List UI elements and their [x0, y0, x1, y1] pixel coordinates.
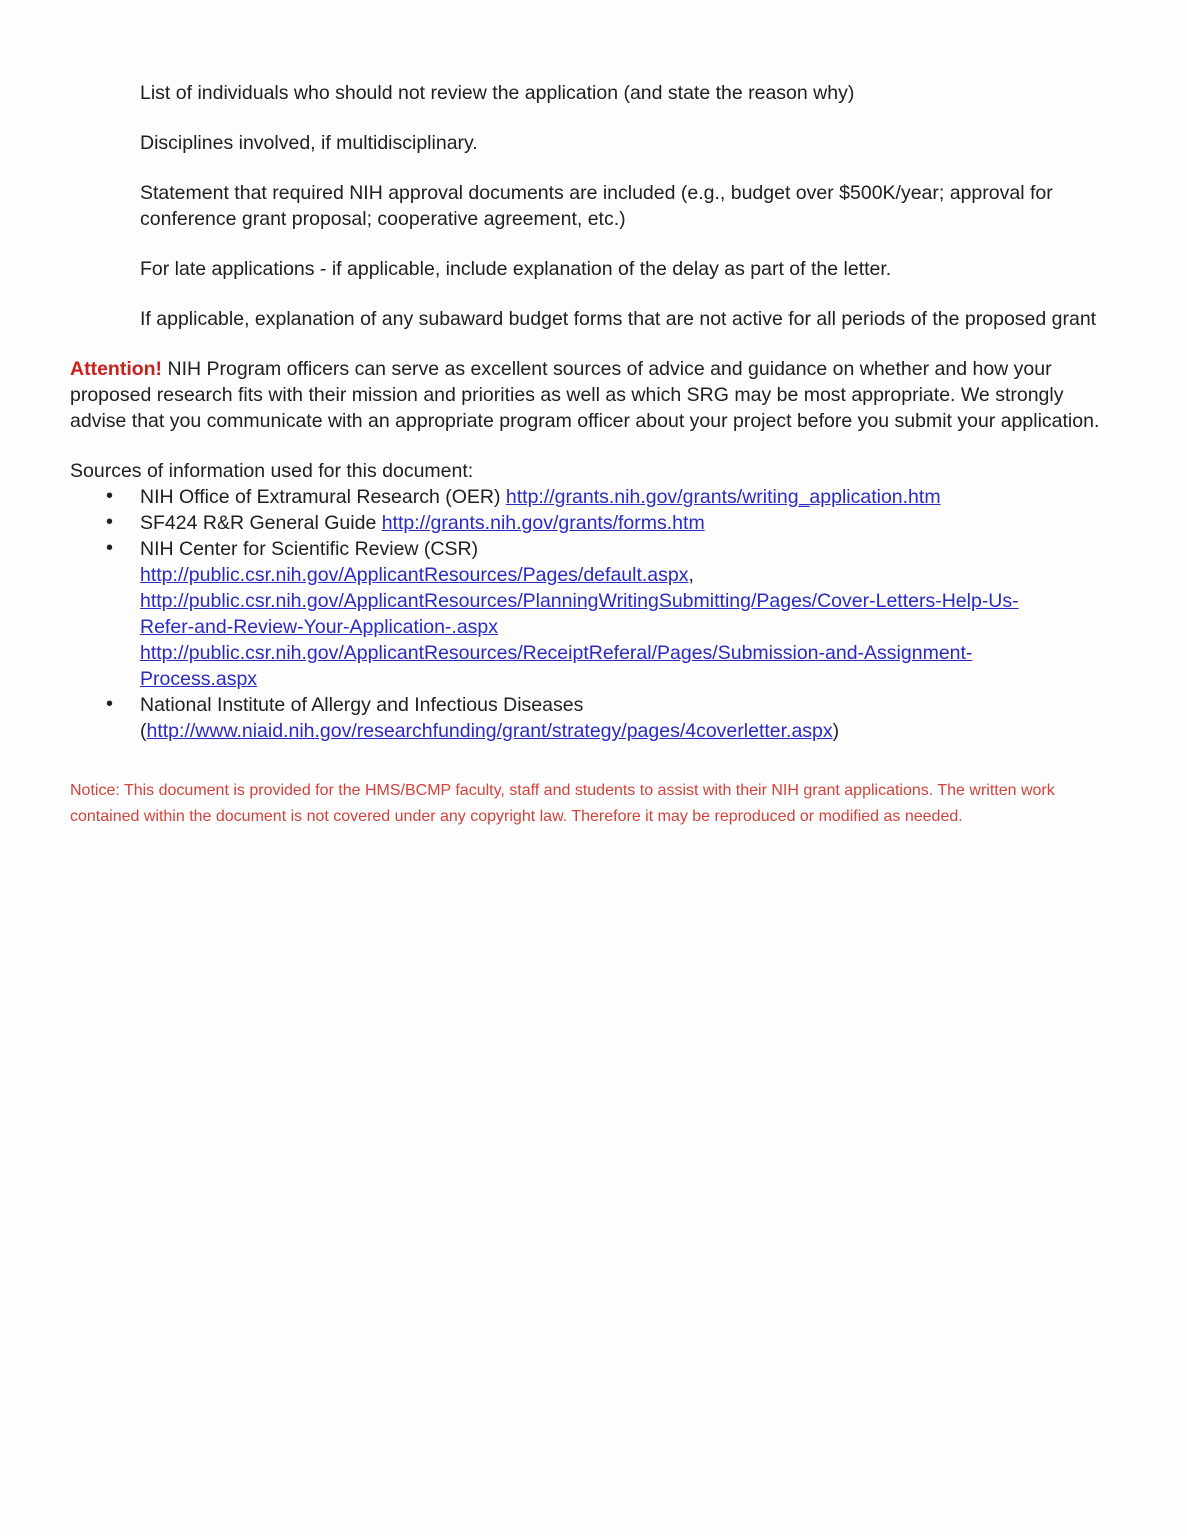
sources-heading: Sources of information used for this document:: [70, 460, 474, 482]
oer-label: NIH Office of Extramural Research (OER): [140, 486, 506, 508]
csr-link-default-line: [140, 562, 1052, 588]
list-item-csr: [70, 536, 1055, 692]
paragraph-approval-documents: Statement that required NIH approval documents are included (e.g., budget over $500K/year; approval for conference grant proposal; cooperative agreement, etc.): [140, 182, 1053, 230]
paragraph-late-applications: For late applications - if applicable, include explanation of the delay as part of the letter.: [140, 258, 892, 280]
sources-list: [70, 484, 1147, 744]
niaid-link-close-paren: ): [832, 720, 840, 742]
attention-paragraph: [70, 356, 1115, 434]
csr-label: • NIH Center for Scientific Review (CSR): [140, 538, 479, 560]
paragraph-reviewer-exclusions: List of individuals who should not review the application (and state the reason why): [140, 82, 855, 104]
copyright-notice: Notice: This document is provided for the HMS/BCMP faculty, staff and students to assist with their NIH grant applications. The written work contained within the document is not covered under any copyright law. Therefore it may be reproduced or modified as needed.: [70, 782, 1055, 825]
niaid-link-open-paren: (: [140, 720, 147, 742]
paragraph-disciplines: Disciplines involved, if multidisciplinary.: [140, 132, 478, 154]
csr-link-default[interactable]: http://public.csr.nih.gov/ApplicantResources/Pages/default.aspx: [140, 564, 689, 586]
niaid-link[interactable]: http://www.niaid.nih.gov/researchfunding/grant/strategy/pages/4coverletter.aspx: [146, 720, 833, 742]
paragraph-subaward-budget: If applicable, explanation of any subaward budget forms that are not active for all periods of the proposed grant: [140, 308, 1097, 330]
csr-link-default-comma: ,: [688, 564, 694, 586]
list-item-sf424: [70, 510, 1055, 536]
csr-link-cover-letters[interactable]: http://public.csr.nih.gov/ApplicantResources/PlanningWritingSubmitting/Pages/Cover-Letters-Help-Us-Refer-and-Review-Your-Application-.aspx: [140, 590, 1019, 638]
list-item-niaid: [70, 692, 1055, 744]
sf424-link[interactable]: http://grants.nih.gov/grants/forms.htm: [381, 512, 705, 534]
attention-text: NIH Program officers can serve as excellent sources of advice and guidance on whether and how your proposed research fits with their mission and priorities as well as which SRG may be most appropriate. We strongly advise that you communicate with an appropriate program officer about your project before you submit your application.: [70, 358, 1100, 432]
csr-link-receipt-referral[interactable]: http://public.csr.nih.gov/ApplicantResources/ReceiptReferal/Pages/Submission-and-Assignment-Process.aspx: [140, 642, 973, 690]
niaid-link-line: [140, 718, 1052, 744]
niaid-label: • National Institute of Allergy and Infectious Diseases: [140, 694, 584, 716]
list-item-oer: [70, 484, 1055, 510]
oer-link[interactable]: http://grants.nih.gov/grants/writing_application.htm: [505, 486, 941, 508]
sf424-label: SF424 R&R General Guide: [140, 512, 382, 534]
attention-label: Attention!: [70, 358, 163, 380]
